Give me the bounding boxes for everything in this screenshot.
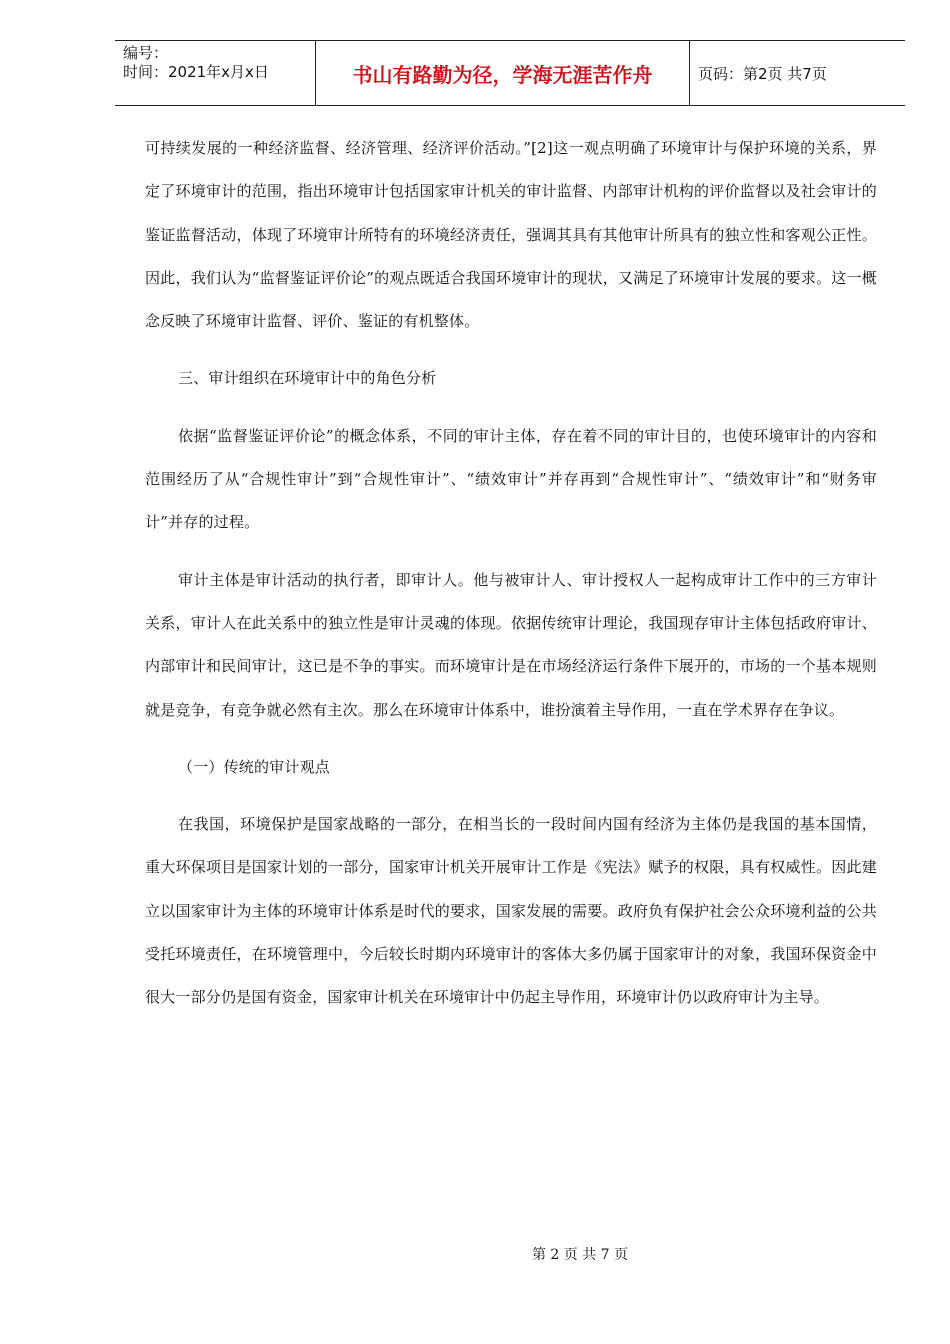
document-time-label: 时间：2021年x月x日 [123,63,269,81]
document-number-label: 编号： [123,44,169,62]
header-page-cell [690,41,905,105]
document-body [145,127,877,1020]
paragraph-continuation: 可持续发展的一种经济监督、经济管理、经济评价活动。”[2]这一观点明确了环境审计与保护环境的关系，界定了环境审计的范围，指出环境审计包括国家审计机关的审计监督、内部审计机构的评价监督以及社会审计的鉴证监督活动，体现了环境审计所特有的环境经济责任，强调其具有其他审计所具有的独立性和客观公正性。因此，我们认为“监督鉴证评价论”的观点既适合我国环境审计的现状，又满足了环境审计发展的要求。这一概念反映了环境审计监督、评价、鉴证的有机整体。 [145,139,877,331]
page-header [115,40,905,106]
header-slogan: 书山有路勤为径，学海无涯苦作舟 [352,62,653,87]
header-meta-cell [115,41,316,105]
paragraph-traditional-view: 在我国，环境保护是国家战略的一部分，在相当长的一段时间内国有经济为主体仍是我国的基本国情，重大环保项目是国家计划的一部分，国家审计机关开展审计工作是《宪法》赋予的权限，具有权威性。因此建立以国家审计为主体的环境审计体系是时代的要求，国家发展的需要。政府负有保护社会公众环境利益的公共受托环境责任，在环境管理中，今后较长时期内环境审计的客体大多仍属于国家审计的对象，我国环保资金中很大一部分仍是国有资金，国家审计机关在环境审计中仍起主导作用，环境审计仍以政府审计为主导。 [145,815,877,1007]
subsection-heading-1: （一）传统的审计观点 [178,757,331,776]
page-footer: 第 2 页 共 7 页 [531,1247,629,1263]
header-page-info: 页码：第2页 共7页 [698,64,827,83]
paragraph-concept-system: 依据“监督鉴证评价论”的概念体系，不同的审计主体，存在着不同的审计目的，也使环境审计的内容和范围经历了从“合规性审计”到“合规性审计”、“绩效审计”并存再到“合规性审计”、“绩效审计”和“财务审计”并存的过程。 [145,426,877,532]
paragraph-audit-subject: 审计主体是审计活动的执行者，即审计人。他与被审计人、审计授权人一起构成审计工作中的三方审计关系，审计人在此关系中的独立性是审计灵魂的体现。依据传统审计理论，我国现存审计主体包括政府审计、内部审计和民间审计，这已是不争的事实。而环境审计是在市场经济运行条件下展开的，市场的一个基本规则就是竞争，有竞争就必然有主次。那么在环境审计体系中，谁扮演着主导作用，一直在学术界存在争议。 [145,570,877,719]
header-slogan-cell [316,41,690,105]
section-heading-3: 三、审计组织在环境审计中的角色分析 [178,369,437,388]
